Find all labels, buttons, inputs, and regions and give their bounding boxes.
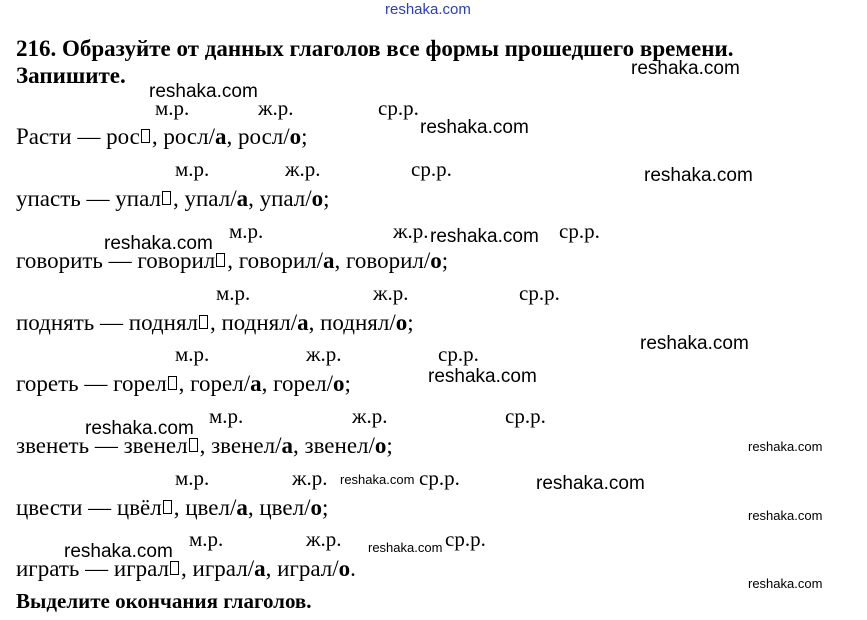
- gender-label-masculine: м.р.: [209, 404, 244, 428]
- masculine-form: играл: [113, 556, 170, 581]
- neuter-stem: росл: [238, 124, 284, 149]
- zero-ending-box: [141, 129, 150, 143]
- neuter-ending: о: [395, 310, 408, 335]
- zero-ending-box: [162, 191, 171, 205]
- neuter-ending: о: [430, 248, 442, 273]
- feminine-ending: а: [281, 433, 293, 458]
- zero-ending-box: [199, 315, 208, 329]
- feminine-ending: а: [250, 371, 262, 396]
- dash: —: [88, 495, 112, 520]
- watermark: reshaka.com: [644, 165, 753, 186]
- exercise-title: 216. Образуйте от данных глаголов все формы прошедшего времени.: [16, 36, 734, 61]
- watermark: reshaka.com: [748, 576, 823, 591]
- neuter-stem: поднял: [320, 310, 390, 335]
- gender-label-masculine: м.р.: [216, 281, 251, 305]
- verb-infinitive: говорить: [16, 248, 103, 273]
- dash: —: [84, 371, 108, 396]
- verb-line: упасть — упал , упал/а, упал/о;: [16, 186, 330, 211]
- exercise-title-line2: Запишите.: [16, 63, 126, 88]
- verb-infinitive: гореть: [16, 371, 79, 396]
- masculine-form: горел: [113, 371, 167, 396]
- punctuation: ;: [322, 495, 329, 520]
- verb-line: Расти — рос , росл/а, росл/о;: [16, 124, 308, 149]
- dash: —: [100, 310, 124, 335]
- feminine-stem: цвел: [185, 495, 230, 520]
- feminine-stem: росл: [163, 124, 209, 149]
- feminine-ending: а: [254, 556, 266, 581]
- feminine-ending: а: [236, 495, 248, 520]
- watermark: reshaka.com: [536, 473, 645, 494]
- verb-line: играть — играл , играл/а, играл/о.: [16, 556, 356, 581]
- verb-infinitive: играть: [16, 556, 80, 581]
- zero-ending-box: [170, 561, 179, 575]
- punctuation: ;: [301, 124, 308, 149]
- gender-label-neuter: ср.р.: [445, 527, 486, 551]
- verb-line: цвести — цвёл , цвел/а, цвел/о;: [16, 495, 329, 520]
- gender-label-neuter: ср.р.: [378, 96, 419, 120]
- feminine-stem: говорил: [238, 248, 317, 273]
- watermark: reshaka.com: [631, 58, 740, 79]
- feminine-stem: играл: [192, 556, 248, 581]
- gender-label-masculine: м.р.: [229, 219, 264, 243]
- gender-label-feminine: ж.р.: [258, 96, 294, 120]
- masculine-form: упал: [115, 186, 161, 211]
- zero-ending-box: [163, 500, 172, 514]
- watermark: reshaka.com: [368, 540, 443, 555]
- neuter-ending: о: [333, 371, 345, 396]
- watermark: reshaka.com: [340, 472, 415, 487]
- watermark: reshaka.com: [748, 439, 823, 454]
- neuter-ending: о: [310, 495, 322, 520]
- gender-label-feminine: ж.р.: [373, 281, 409, 305]
- feminine-ending: а: [236, 186, 249, 211]
- punctuation: ;: [441, 248, 449, 273]
- gender-label-feminine: ж.р.: [306, 527, 342, 551]
- watermark: reshaka.com: [640, 333, 749, 354]
- dash: —: [85, 556, 109, 581]
- verb-infinitive: цвести: [16, 495, 83, 520]
- verb-line: гореть — горел , горел/а, горел/о;: [16, 371, 351, 396]
- watermark: reshaka.com: [104, 233, 213, 254]
- masculine-form: рос: [106, 124, 140, 149]
- verb-infinitive: поднять: [16, 310, 95, 335]
- dash: —: [108, 248, 132, 273]
- feminine-ending: а: [297, 310, 309, 335]
- feminine-ending: а: [323, 248, 335, 273]
- gender-label-feminine: ж.р.: [285, 157, 321, 181]
- dash: —: [94, 433, 118, 458]
- gender-label-masculine: м.р.: [175, 342, 210, 366]
- verb-line: звенеть — звенел , звенел/а, звенел/о;: [16, 433, 393, 458]
- gender-label-feminine: ж.р.: [352, 404, 388, 428]
- verb-line: поднять — поднял , поднял/а, поднял/о;: [16, 310, 414, 335]
- gender-label-feminine: ж.р.: [393, 219, 429, 243]
- final-instruction: Выделите окончания глаголов.: [16, 589, 312, 613]
- feminine-stem: горел: [190, 371, 244, 396]
- neuter-ending: о: [338, 556, 351, 581]
- feminine-stem: упал: [184, 186, 231, 211]
- zero-ending-box: [216, 253, 225, 267]
- watermark: reshaka.com: [64, 541, 173, 562]
- feminine-stem: звенел: [211, 433, 276, 458]
- punctuation: ;: [386, 433, 393, 458]
- dash: —: [86, 186, 110, 211]
- zero-ending-box: [189, 438, 198, 452]
- verb-infinitive: Расти: [16, 124, 72, 149]
- watermark: reshaka.com: [85, 418, 194, 439]
- verb-line: говорить — говорил , говорил/а, говорил/о;: [16, 248, 449, 273]
- gender-label-neuter: ср.р.: [559, 219, 600, 243]
- watermark: reshaka.com: [420, 117, 529, 138]
- neuter-stem: говорил: [346, 248, 424, 273]
- watermark: reshaka.com: [748, 508, 823, 523]
- punctuation: ;: [407, 310, 414, 335]
- masculine-form: цвёл: [116, 495, 162, 520]
- dash: —: [77, 124, 101, 149]
- watermark: reshaka.com: [149, 81, 258, 102]
- watermark: reshaka.com: [428, 366, 537, 387]
- punctuation: ;: [323, 186, 330, 211]
- neuter-stem: цвел: [259, 495, 305, 520]
- feminine-ending: а: [215, 124, 227, 149]
- gender-label-masculine: м.р.: [155, 96, 190, 120]
- watermark: reshaka.com: [430, 226, 539, 247]
- neuter-ending: о: [311, 186, 324, 211]
- neuter-stem: звенел: [304, 433, 369, 458]
- masculine-form: поднял: [128, 310, 198, 335]
- gender-label-masculine: м.р.: [175, 466, 210, 490]
- masculine-form: звенел: [123, 433, 188, 458]
- verb-infinitive: звенеть: [16, 433, 90, 458]
- gender-label-neuter: ср.р.: [505, 404, 546, 428]
- gender-label-feminine: ж.р.: [292, 466, 328, 490]
- neuter-ending: о: [289, 124, 302, 149]
- gender-label-masculine: м.р.: [175, 157, 210, 181]
- gender-label-neuter: ср.р.: [411, 157, 452, 181]
- neuter-stem: упал: [259, 186, 306, 211]
- gender-label-neuter: ср.р.: [438, 342, 479, 366]
- punctuation: .: [350, 556, 356, 581]
- gender-label-feminine: ж.р.: [306, 342, 342, 366]
- gender-label-neuter: ср.р.: [519, 281, 560, 305]
- gender-label-neuter: ср.р.: [419, 466, 460, 490]
- verb-infinitive: упасть: [16, 186, 81, 211]
- zero-ending-box: [168, 376, 177, 390]
- gender-label-masculine: м.р.: [189, 527, 224, 551]
- punctuation: ;: [344, 371, 351, 396]
- neuter-ending: о: [374, 433, 387, 458]
- site-watermark-top: reshaka.com: [385, 1, 471, 18]
- feminine-stem: поднял: [221, 310, 291, 335]
- neuter-stem: играл: [277, 556, 333, 581]
- neuter-stem: горел: [273, 371, 327, 396]
- masculine-form: говорил: [137, 248, 216, 273]
